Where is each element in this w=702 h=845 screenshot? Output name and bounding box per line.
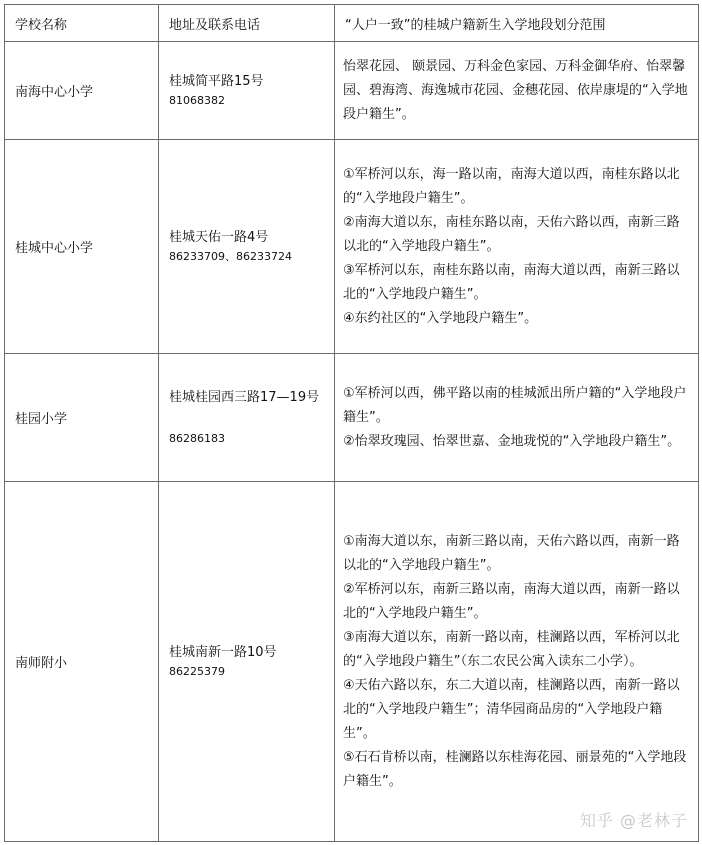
- header-school-name: 学校名称: [5, 5, 159, 42]
- table-row: [5, 140, 699, 354]
- school-name: 桂园小学: [5, 354, 159, 482]
- school-phone: 86233709、86233724: [169, 249, 292, 263]
- school-name: 南师附小: [5, 482, 159, 842]
- zoning-scope: [335, 140, 699, 354]
- scope-item: ①军桥河以西，佛平路以南的桂城派出所户籍的“入学地段户籍生”。: [343, 385, 687, 425]
- table-row: [5, 42, 699, 140]
- school-contact: [159, 482, 335, 842]
- scope-item: ③军桥河以东，南桂东路以南，南海大道以西，南新三路以北的“入学地段户籍生”。: [343, 262, 680, 302]
- school-name: 南海中心小学: [5, 42, 159, 140]
- school-address: 桂城南新一路10号: [169, 644, 277, 660]
- school-name: 桂城中心小学: [5, 140, 159, 354]
- school-contact: [159, 42, 335, 140]
- school-address: 桂城简平路15号: [169, 73, 264, 89]
- scope-item: ②南海大道以东，南桂东路以南，天佑六路以西，南新三路以北的“入学地段户籍生”。: [343, 214, 680, 254]
- school-phone: 86225379: [169, 664, 225, 678]
- scope-item: ⑤石石肯桥以南，桂澜路以东桂海花园、丽景苑的“入学地段户籍生”。: [343, 749, 687, 789]
- table-header-row: [5, 5, 699, 42]
- scope-item: ②怡翠玫瑰园、怡翠世嘉、金地珑悦的“入学地段户籍生”。: [343, 433, 681, 449]
- scope-item: ④东约社区的“入学地段户籍生”。: [343, 310, 538, 326]
- scope-item: ②军桥河以东，南新三路以南，南海大道以西，南新一路以北的“入学地段户籍生”。: [343, 581, 680, 621]
- school-contact: [159, 140, 335, 354]
- scope-item: ①南海大道以东，南新三路以南，天佑六路以西，南新一路以北的“入学地段户籍生”。: [343, 533, 680, 573]
- zoning-scope: [335, 482, 699, 842]
- scope-item: ③南海大道以东，南新一路以南，桂澜路以西，军桥河以北的“入学地段户籍生”（东二农民公寓入读东二小学）。: [343, 629, 680, 669]
- scope-item: ④天佑六路以东，东二大道以南，桂澜路以西，南新一路以北的“入学地段户籍生”；清华园商品房的“入学地段户籍生”。: [343, 677, 680, 741]
- school-address: 桂城天佑一路4号: [169, 229, 269, 245]
- scope-item: ①军桥河以东，海一路以南，南海大道以西，南桂东路以北的“入学地段户籍生”。: [343, 166, 680, 206]
- table-row: [5, 482, 699, 842]
- header-zoning-scope: “人户一致”的桂城户籍新生入学地段划分范围: [335, 5, 699, 42]
- scope-item: 怡翠花园、 颐景园、万科金色家园、万科金御华府、怡翠馨园、碧海湾、海逸城市花园、金穗花园、依岸康堤的“入学地段户籍生”。: [343, 58, 688, 122]
- school-zoning-table: [4, 4, 699, 842]
- school-phone: 86286183: [169, 431, 225, 445]
- zhihu-watermark: 知乎 @老林子: [579, 811, 688, 830]
- school-contact: [159, 354, 335, 482]
- header-address-phone: 地址及联系电话: [159, 5, 335, 42]
- zoning-scope: [335, 42, 699, 140]
- school-phone: 81068382: [169, 93, 225, 107]
- zoning-scope: [335, 354, 699, 482]
- table-row: [5, 354, 699, 482]
- school-address: 桂城桂园西三路17—19号: [169, 389, 320, 405]
